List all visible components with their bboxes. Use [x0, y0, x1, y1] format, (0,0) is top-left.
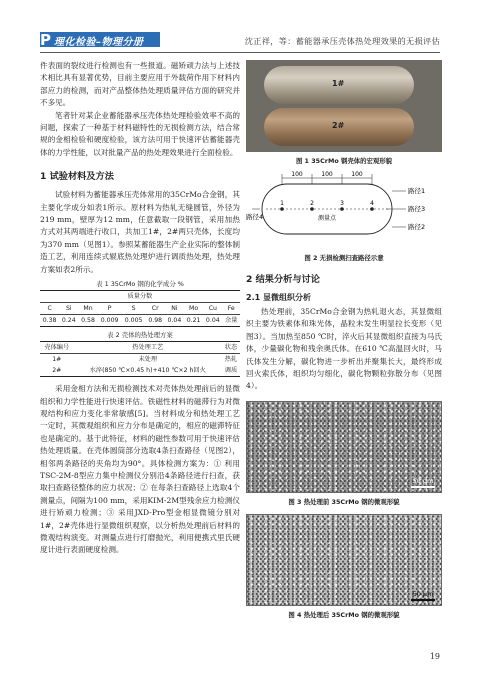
dim-label-1: 100	[291, 171, 303, 178]
figure-3-scale-bar	[411, 477, 435, 488]
table-2-cell: 2#	[40, 365, 74, 377]
table-1-col-header: Mn	[78, 303, 97, 315]
shell-2-label: 2#	[332, 121, 345, 130]
shell-1-label: 1#	[332, 79, 345, 88]
results-paragraph: 热处理前，35CrMo合金钢为热轧退火态，其显微组织主要为铁素体和珠光体，晶粒未发生明显拉长变形（见图3）。当加热至850 ℃时，淬火后其显微组织直接为马氏体，少量碳化物和残余奥氏体。在610 ℃高温回火时，马氏体发生分解，碳化物进一步析出并聚集长大，最终形成回火索氏体，组织均匀细化，碳化物颗粒弥散分布（见图4）。	[246, 307, 442, 391]
point-number-2: 2	[310, 200, 314, 207]
page-number: 19	[429, 652, 440, 661]
table-1-col-header: Cu	[203, 303, 222, 315]
table-1-cell: 0.005	[122, 315, 146, 327]
table-row	[40, 365, 240, 377]
section-1-heading: 1 试验材料及方法	[40, 171, 114, 183]
dim-label-2: 100	[321, 171, 333, 178]
table-1-cell: 0.009	[98, 315, 122, 327]
table-1-cell: 0.24	[59, 315, 78, 327]
journal-logo-letter: P	[40, 31, 51, 49]
table-2-cell: 1#	[40, 354, 74, 366]
table-1-col-header: Si	[59, 303, 78, 315]
table-2-col-header: 热处理工艺	[74, 342, 222, 354]
table-1-col-header: S	[122, 303, 146, 315]
method-paragraph: 采用金相方法和无损检测技术对壳体热处理前后的显微组织和力学性能进行快速评估。铁磁性材料的磁滞行为对微观结构和应力变化非常敏感[5]。当材料成分和热处理工艺一定时，其微观组织和应力分布是确定的，相应的磁滞特征也是确定的。基于此特征，材料的磁性参数可用于快速评估热处理质量。在壳体圆筒部分选取4条扫查路径（见图2），相邻两条路径的夹角均为90°。具体检测方案为：① 利用TSC-2M-8型应力集中检测仪分别沿4条路径进行扫查，获取扫查路径整体的应力状况；② 在每条扫查路径上选取4个测量点，间隔为100 mm，采用KIM-2M型残余应力检测仪进行矫顽力检测；③ 采用JXD-Pro型金相显微镜分别对1#，2#壳体进行显微组织观察，以分析热处理前后材料的微观结构演变。对测量点进行打磨抛光，利用便携式里氏硬度计进行表面硬度检测。	[40, 384, 240, 555]
section-2-1-heading: 2.1 显微组织分析	[246, 293, 311, 302]
table-1-col-header: Fe	[222, 303, 240, 315]
left-column	[40, 60, 240, 557]
table-1-cell: 0.04	[165, 315, 184, 327]
dim-label-3: 100	[351, 171, 363, 178]
materials-paragraph: 试验材料为蓄能器承压壳体常用的35CrMo合金钢，其主要化学成分如表1所示。原材料为热轧无缝圆管，外径为219 mm，壁厚为12 mm，任意截取一段钢管，采用加热方式对其两端进行收口，共加工1#，2#两只壳体，长度均为370 mm（见图1）。参照某蓄能器生产企业实际的整体制造工艺，利用连续式辊底热处理炉进行调质热处理，热处理方案如表2所示。	[40, 190, 240, 274]
table-1-header: 质量分数	[40, 291, 240, 303]
figure-4-scale-bar	[411, 590, 435, 601]
figure-2-diagram	[246, 169, 442, 249]
table-1-cell: 0.98	[146, 315, 165, 327]
table-row	[40, 354, 240, 366]
measure-point-1	[280, 207, 284, 211]
measure-point-4	[370, 207, 374, 211]
point-number-1: 1	[280, 200, 284, 207]
point-number-3: 3	[340, 200, 344, 207]
figure-2-caption: 图 2 无损检测扫查路径示意	[304, 254, 384, 262]
path-3-label: 路径3	[408, 205, 426, 213]
measure-point-2	[310, 207, 314, 211]
table-2-heat-treatment	[40, 341, 240, 377]
table-1-cell: 0.04	[203, 315, 222, 327]
figure-1-photo	[246, 60, 442, 152]
path-1-label: 路径1	[408, 187, 426, 195]
running-header: 沈正祥，等：蓄能器承压壳体热处理效果的无损评估	[244, 36, 440, 46]
figure-4-micrograph	[246, 514, 442, 606]
table-1-col-header: C	[40, 303, 59, 315]
figure-4-scale-label: 50 μm	[412, 589, 434, 598]
right-column	[246, 60, 442, 619]
table-2-col-header: 壳体编号	[40, 342, 74, 354]
measure-point-3	[340, 207, 344, 211]
point-number-4: 4	[370, 200, 374, 207]
measure-point-label: 测量点	[317, 215, 337, 222]
table-2-caption: 表 2 壳体的热处理方案	[107, 331, 173, 340]
table-2-cell: 水淬(850 ℃×0.45 h)+410 ℃×2 h回火	[74, 365, 222, 377]
table-1-cell: 0.58	[78, 315, 97, 327]
table-2-cell: 调质	[222, 365, 240, 377]
section-2-heading: 2 结果分析与讨论	[246, 274, 320, 285]
journal-name: 理化检验–物理分册	[54, 37, 144, 48]
figure-3-caption: 图 3 热处理前 35CrMo 钢的微观形貌	[288, 497, 400, 506]
header-rule	[40, 52, 440, 53]
table-2-col-header: 状态	[222, 342, 240, 354]
table-1-col-header: Cr	[146, 303, 165, 315]
table-2-cell: 未处理	[74, 354, 222, 366]
table-1-cell: 0.21	[184, 315, 203, 327]
path-2-label: 路径2	[408, 223, 426, 231]
intro-paragraph-2: 笔者针对某企业蓄能器承压壳体热处理检验效率不高的问题，探索了一种基于材料磁特性的无损检测方法，结合常规的金相检验和硬度检验，该方法可用于快速评估蓄能器壳体的力学性能，以对批量产品的热处理效果进行全面检验。	[40, 110, 240, 157]
path-4-label: 路径4	[246, 213, 264, 221]
figure-4-caption: 图 4 热处理后 35CrMo 钢的微观形貌	[288, 610, 400, 619]
table-1-col-header: P	[98, 303, 122, 315]
journal-logo	[40, 32, 160, 47]
figure-3-micrograph	[246, 401, 442, 493]
figure-1-caption: 图 1 35CrMo 钢壳体的宏观形貌	[295, 157, 393, 165]
figure-3-scale-label: 50 μm	[412, 476, 434, 485]
table-2-cell: 热轧	[222, 354, 240, 366]
table-1-col-header: Mo	[184, 303, 203, 315]
intro-paragraph-1: 件表面的裂纹进行检测也有一些报道。磁矫顽力法与上述技术相比具有显著优势，目前主要应用于外载荷作用下材料内部应力的检测，而对产品整体热处理质量评估方面的研究并不多见。	[40, 61, 240, 108]
table-1-cell: 余量	[222, 315, 240, 327]
table-1-composition	[40, 290, 240, 327]
table-1-col-header: Ni	[165, 303, 184, 315]
table-1-cell: 0.38	[40, 315, 59, 327]
table-1-caption: 表 1 35CrMo 钢的化学成分 %	[96, 280, 184, 289]
